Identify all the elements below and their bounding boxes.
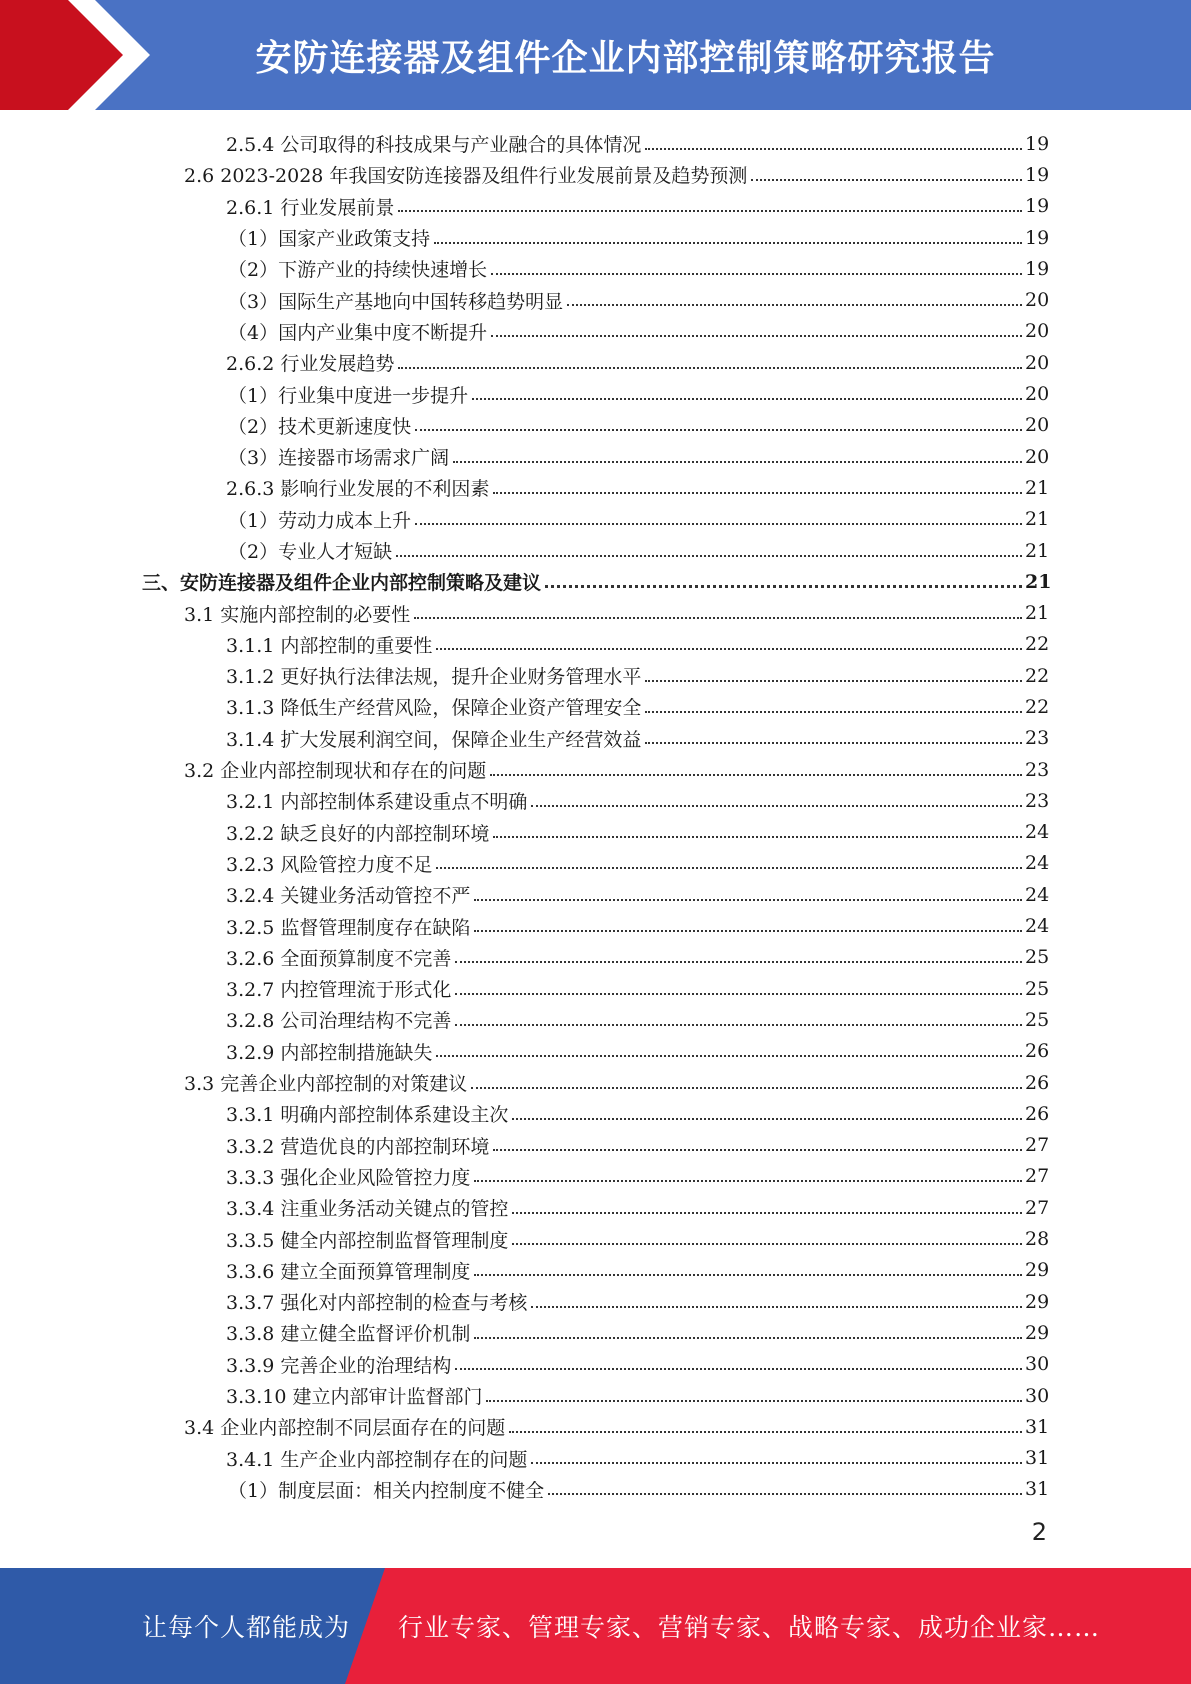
- toc-entry[interactable]: [226, 128, 1049, 159]
- toc-entry[interactable]: [226, 472, 1049, 503]
- toc-entry-label: （3）国际生产基地向中国转移趋势明显: [228, 290, 564, 313]
- toc-leader-dots: [545, 585, 1022, 588]
- toc-entry[interactable]: [228, 253, 1049, 284]
- toc-leader-dots: [645, 742, 1022, 744]
- toc-entry[interactable]: [228, 535, 1049, 566]
- toc-entry[interactable]: [226, 1442, 1049, 1473]
- toc-entry-label: 3.3.1 明确内部控制体系建设主次: [226, 1104, 509, 1127]
- toc-entry-page: 20: [1025, 351, 1050, 374]
- toc-leader-dots: [512, 1212, 1022, 1214]
- toc-leader-dots: [493, 836, 1022, 838]
- toc-leader-dots: [455, 961, 1022, 963]
- toc-leader-dots: [436, 867, 1022, 869]
- toc-leader-dots: [471, 1087, 1022, 1089]
- toc-entry[interactable]: [228, 222, 1049, 253]
- toc-entry-label: 3.4 企业内部控制不同层面存在的问题: [184, 1417, 506, 1440]
- toc-entry[interactable]: [226, 347, 1049, 378]
- page-number: 2: [1031, 1518, 1047, 1546]
- toc-entry-label: 3.2.4 关键业务活动管控不严: [226, 885, 471, 908]
- toc-leader-dots: [436, 1055, 1022, 1057]
- toc-leader-dots: [455, 993, 1022, 995]
- chevron-arrow-icon: [0, 0, 160, 110]
- toc-leader-dots: [645, 148, 1022, 150]
- toc-entry-label: （1）劳动力成本上升: [228, 509, 412, 532]
- toc-entry-page: 26: [1025, 1102, 1050, 1125]
- toc-entry-page: 29: [1025, 1259, 1050, 1282]
- toc-entry-label: 3.3.9 完善企业的治理结构: [226, 1354, 452, 1377]
- toc-entry-page: 19: [1025, 132, 1050, 155]
- toc-entry-label: 3.2.7 内控管理流于形式化: [226, 979, 452, 1002]
- toc-entry-page: 22: [1025, 633, 1050, 656]
- toc-entry-label: （2）专业人才短缺: [228, 541, 393, 563]
- toc-entry-page: 31: [1025, 1447, 1050, 1470]
- toc-entry-page: 27: [1025, 1165, 1050, 1188]
- toc-entry-label: 3.2.6 全面预算制度不完善: [226, 947, 452, 970]
- toc-leader-dots: [396, 555, 1022, 557]
- toc-entry-page: 26: [1025, 1040, 1050, 1063]
- toc-entry[interactable]: [226, 910, 1049, 941]
- toc-entry-label: 2.6.3 影响行业发展的不利因素: [226, 478, 490, 501]
- toc-entry[interactable]: [226, 1161, 1049, 1192]
- toc-entry[interactable]: [228, 441, 1049, 472]
- toc-leader-dots: [455, 1024, 1022, 1026]
- toc-entry-page: 20: [1025, 383, 1050, 406]
- toc-leader-dots: [486, 1400, 1022, 1402]
- toc-entry-page: 28: [1025, 1228, 1050, 1251]
- toc-entry[interactable]: [226, 1255, 1049, 1286]
- toc-entry-label: 三、安防连接器及组件企业内部控制策略及建议: [142, 572, 542, 595]
- toc-entry[interactable]: [228, 316, 1049, 347]
- table-of-contents: [0, 128, 1191, 1505]
- toc-entry-label: 3.3.8 建立健全监督评价机制: [226, 1323, 471, 1346]
- toc-leader-dots: [645, 680, 1022, 682]
- toc-entry-page: 30: [1025, 1353, 1050, 1376]
- toc-leader-dots: [493, 492, 1022, 494]
- toc-entry-page: 21: [1025, 508, 1050, 531]
- toc-entry-label: 3.3.2 营造优良的内部控制环境: [226, 1135, 490, 1158]
- report-title: 安防连接器及组件企业内部控制策略研究报告: [255, 37, 996, 79]
- toc-entry[interactable]: [226, 1098, 1049, 1129]
- toc-entry[interactable]: [226, 723, 1049, 754]
- toc-entry[interactable]: [226, 191, 1049, 222]
- toc-entry-page: 19: [1025, 163, 1050, 186]
- toc-entry[interactable]: [226, 1192, 1049, 1223]
- toc-leader-dots: [490, 774, 1022, 776]
- toc-entry-page: 27: [1025, 1134, 1050, 1157]
- toc-entry-label: 3.3.10 建立内部审计监督部门: [226, 1386, 483, 1409]
- footer-slogan-left: 让每个人都能成为: [142, 1613, 351, 1642]
- toc-leader-dots: [415, 523, 1022, 525]
- toc-entry[interactable]: [228, 1474, 1049, 1505]
- toc-leader-dots: [455, 1368, 1022, 1370]
- toc-entry[interactable]: [226, 1349, 1049, 1380]
- toc-leader-dots: [531, 1306, 1022, 1308]
- toc-entry[interactable]: [226, 942, 1049, 973]
- toc-entry-label: 3.3.5 健全内部控制监督管理制度: [226, 1229, 509, 1252]
- toc-entry-label: 3.1.4 扩大发展利润空间，保障企业生产经营效益: [226, 728, 642, 751]
- toc-entry[interactable]: [184, 754, 1049, 785]
- page-footer: [0, 1568, 1191, 1684]
- toc-entry-page: 29: [1025, 1290, 1050, 1313]
- toc-entry-page: 19: [1025, 226, 1050, 249]
- toc-entry-page: 19: [1025, 195, 1050, 218]
- toc-leader-dots: [751, 179, 1022, 181]
- toc-entry-page: 21: [1025, 539, 1050, 562]
- toc-leader-dots: [415, 429, 1022, 431]
- toc-entry-page: 20: [1025, 289, 1050, 312]
- toc-leader-dots: [491, 335, 1022, 337]
- toc-entry-page: 24: [1025, 883, 1050, 906]
- toc-entry-label: （4）国内产业集中度不断提升: [228, 321, 488, 344]
- toc-leader-dots: [512, 1118, 1022, 1120]
- toc-entry-label: 3.3.7 强化对内部控制的检查与考核: [226, 1292, 528, 1315]
- toc-entry-label: （2）技术更新速度快: [228, 415, 412, 438]
- toc-leader-dots: [436, 648, 1022, 650]
- toc-entry-label: 2.6.2 行业发展趋势: [226, 353, 395, 376]
- toc-entry-label: （1）制度层面：相关内控制度不健全: [228, 1479, 545, 1502]
- toc-entry[interactable]: [226, 1223, 1049, 1254]
- toc-entry-label: 3.2 企业内部控制现状和存在的问题: [184, 760, 487, 783]
- toc-entry-page: 19: [1025, 257, 1050, 280]
- toc-entry-label: 2.5.4 公司取得的科技成果与产业融合的具体情况: [226, 134, 642, 157]
- toc-entry-page: 21: [1025, 476, 1050, 499]
- toc-leader-dots: [472, 398, 1022, 400]
- toc-entry[interactable]: [226, 1286, 1049, 1317]
- toc-entry[interactable]: [226, 660, 1049, 691]
- toc-entry[interactable]: [228, 378, 1049, 409]
- toc-entry-label: 3.2.5 监督管理制度存在缺陷: [226, 916, 471, 939]
- toc-leader-dots: [414, 617, 1022, 619]
- toc-leader-dots: [509, 1431, 1022, 1433]
- toc-leader-dots: [512, 1243, 1022, 1245]
- toc-leader-dots: [434, 242, 1022, 244]
- toc-entry-label: 3.2.9 内部控制措施缺失: [226, 1041, 433, 1064]
- toc-entry-label: 3.2.3 风险管控力度不足: [226, 853, 433, 876]
- toc-entry-page: 25: [1025, 977, 1050, 1000]
- toc-entry[interactable]: [228, 504, 1049, 535]
- toc-entry[interactable]: [184, 597, 1049, 628]
- toc-entry-page: 24: [1025, 915, 1050, 938]
- toc-entry-label: 3.3.3 强化企业风险管控力度: [226, 1166, 471, 1189]
- toc-entry[interactable]: [184, 1411, 1049, 1442]
- toc-entry[interactable]: [226, 785, 1049, 816]
- toc-entry-page: 25: [1025, 946, 1050, 969]
- toc-leader-dots: [398, 367, 1022, 369]
- toc-entry-page: 23: [1025, 789, 1050, 812]
- toc-entry-page: 23: [1025, 727, 1050, 750]
- toc-entry-label: 3.4.1 生产企业内部控制存在的问题: [226, 1448, 528, 1471]
- toc-entry[interactable]: [184, 1067, 1049, 1098]
- toc-entry-page: 25: [1025, 1008, 1050, 1031]
- toc-entry-page: 20: [1025, 320, 1050, 343]
- toc-entry-label: 3.2.8 公司治理结构不完善: [226, 1010, 452, 1033]
- toc-entry-label: 3.1.3 降低生产经营风险，保障企业资产管理安全: [226, 697, 642, 720]
- toc-entry-page: 30: [1025, 1384, 1050, 1407]
- toc-entry-page: 21: [1025, 602, 1050, 625]
- toc-entry[interactable]: [226, 879, 1049, 910]
- toc-entry-page: 27: [1025, 1196, 1050, 1219]
- toc-entry[interactable]: [226, 1380, 1049, 1411]
- toc-entry-page: 31: [1025, 1478, 1050, 1501]
- toc-entry-label: 3.3 完善企业内部控制的对策建议: [184, 1073, 468, 1096]
- toc-entry-label: 3.2.1 内部控制体系建设重点不明确: [226, 791, 528, 814]
- toc-leader-dots: [645, 711, 1022, 713]
- toc-entry[interactable]: [226, 973, 1049, 1004]
- toc-entry-label: 3.1 实施内部控制的必要性: [184, 603, 411, 626]
- toc-entry-page: 20: [1025, 414, 1050, 437]
- toc-entry-label: 2.6.1 行业发展前景: [226, 196, 395, 219]
- toc-entry[interactable]: [226, 1004, 1049, 1035]
- toc-leader-dots: [531, 805, 1022, 807]
- toc-entry[interactable]: [226, 691, 1049, 722]
- toc-entry-page: 26: [1025, 1071, 1050, 1094]
- toc-entry[interactable]: [142, 566, 1052, 597]
- toc-entry-page: 21: [1025, 570, 1052, 593]
- toc-leader-dots: [491, 273, 1022, 275]
- toc-leader-dots: [567, 304, 1022, 306]
- toc-entry[interactable]: [226, 1036, 1049, 1067]
- toc-entry-label: 2.6 2023-2028 年我国安防连接器及组件行业发展前景及趋势预测: [184, 165, 748, 188]
- toc-leader-dots: [453, 461, 1022, 463]
- toc-entry[interactable]: [228, 410, 1049, 441]
- toc-entry-page: 24: [1025, 852, 1050, 875]
- toc-entry-label: （1）行业集中度进一步提升: [228, 384, 469, 407]
- toc-entry-page: 29: [1025, 1321, 1050, 1344]
- toc-leader-dots: [474, 899, 1022, 901]
- toc-leader-dots: [474, 930, 1022, 932]
- toc-leader-dots: [493, 1149, 1022, 1151]
- toc-entry-label: 3.3.4 注重业务活动关键点的管控: [226, 1198, 509, 1221]
- toc-leader-dots: [531, 1462, 1022, 1464]
- toc-entry-label: 3.1.1 内部控制的重要性: [226, 634, 433, 657]
- toc-entry-label: （2）下游产业的持续快速增长: [228, 259, 488, 282]
- toc-entry[interactable]: [226, 629, 1049, 660]
- page-header: [0, 0, 1191, 110]
- toc-leader-dots: [474, 1337, 1022, 1339]
- toc-entry-label: 3.3.6 建立全面预算管理制度: [226, 1260, 471, 1283]
- toc-entry[interactable]: [184, 159, 1049, 190]
- toc-entry[interactable]: [228, 284, 1049, 315]
- toc-entry-label: 3.1.2 更好执行法律法规，提升企业财务管理水平: [226, 666, 642, 689]
- footer-slogan-right: 行业专家、管理专家、营销专家、战略专家、成功企业家……: [398, 1613, 1101, 1642]
- toc-entry-label: （1）国家产业政策支持: [228, 228, 431, 251]
- toc-entry[interactable]: [226, 1130, 1049, 1161]
- toc-entry[interactable]: [226, 1317, 1049, 1348]
- toc-entry-page: 22: [1025, 695, 1050, 718]
- toc-entry-page: 22: [1025, 664, 1050, 687]
- toc-entry[interactable]: [226, 848, 1049, 879]
- toc-entry[interactable]: [226, 817, 1049, 848]
- toc-entry-page: 20: [1025, 445, 1050, 468]
- toc-entry-label: （3）连接器市场需求广阔: [228, 447, 450, 470]
- toc-entry-page: 23: [1025, 758, 1050, 781]
- toc-leader-dots: [474, 1274, 1022, 1276]
- toc-leader-dots: [398, 210, 1022, 212]
- toc-entry-page: 24: [1025, 821, 1050, 844]
- toc-leader-dots: [474, 1180, 1022, 1182]
- toc-entry-page: 31: [1025, 1415, 1050, 1438]
- toc-leader-dots: [548, 1493, 1022, 1495]
- toc-entry-label: 3.2.2 缺乏良好的内部控制环境: [226, 822, 490, 845]
